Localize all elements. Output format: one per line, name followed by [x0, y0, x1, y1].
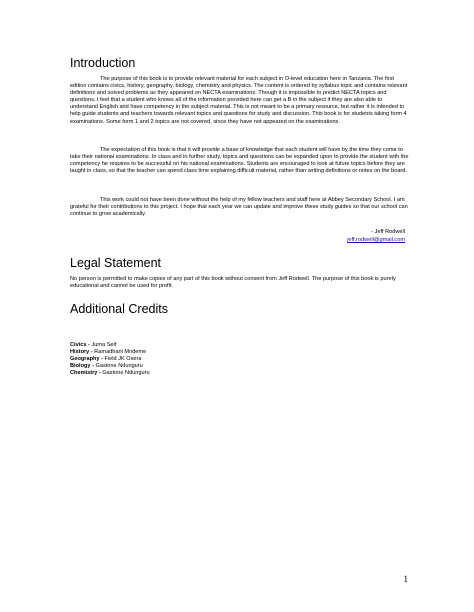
credit-item	[70, 370, 150, 377]
credit-subject: History -	[70, 349, 93, 356]
credit-item	[70, 342, 150, 349]
page-number: 1	[403, 574, 408, 584]
credit-name: Juma Seif	[89, 342, 117, 348]
author-email-link[interactable]: jeff.rodwell@gmail.com	[347, 237, 405, 243]
intro-paragraph-1: The purpose of this book is to provide relevant material for each subject in O-level education here in Tanzania. The first edition contains civics, history, geography, biology, chemistry and physics. The content is ordered by syllabus topic and contains relevant definitions and solved problems as they appeared on NECTA examinations. Though it is impossible to predict NECTA topics and questions, I feel that a student who knows all of the information provided here can get a B in the subject if they are also able to understand English and have competency in the subject material. This is not meant to be a primary resource, but rather it is intended to help guide students and teachers towards relevant topics and questions for study and discussion. This book is for students taking form 4 examinations. Some form 1 and 2 topics are not covered, since they have not appeared on the examinations.	[70, 76, 408, 125]
credit-name: Gastone Ndunguru	[93, 363, 143, 370]
credit-name: Ramadhani Mndeme	[92, 349, 147, 356]
credit-item	[70, 363, 150, 370]
credit-subject: Biology -	[70, 363, 94, 370]
credit-subject: Civics -	[70, 342, 90, 348]
credit-item	[70, 356, 150, 363]
credit-subject: Geography -	[70, 356, 103, 363]
credit-subject: Chemistry -	[70, 370, 101, 377]
credits-list	[70, 342, 150, 377]
credit-name: Gastone Ndunguru	[100, 370, 150, 377]
intro-paragraph-2: The expectation of this book is that it will provide a base of knowledge that each student will have by the time they come to take their national examinations. In class and in further study, topics and questions can be expanded upon to provide the student with the competency he requires to be successful on his national examinations. Students are encouraged to look at future topics before they are taught in class, so that the teacher can spend class time explaining difficult material, rather than writing definitions or notes on the board.	[70, 147, 409, 175]
introduction-heading: Introduction	[70, 56, 136, 70]
intro-paragraph-3: This work could not have been done without the help of my fellow teachers and staff here at Abbey Secondary School. I am grateful for their contributions to this project. I hope that each year we can update and improve these study guides so that our school can continue to grow academically.	[70, 197, 408, 218]
additional-credits-heading: Additional Credits	[70, 302, 168, 316]
author-signature: - Jeff Rodwell	[371, 229, 405, 235]
legal-statement-heading: Legal Statement	[70, 256, 162, 270]
credit-item	[70, 349, 150, 356]
credit-name: Field JK Osera	[102, 356, 142, 363]
legal-statement-text: No person is permitted to make copies of any part of this book without consent from Jeff Rodwell. The purpose of this book is purely educational and cannot be used for profit.	[70, 276, 396, 290]
